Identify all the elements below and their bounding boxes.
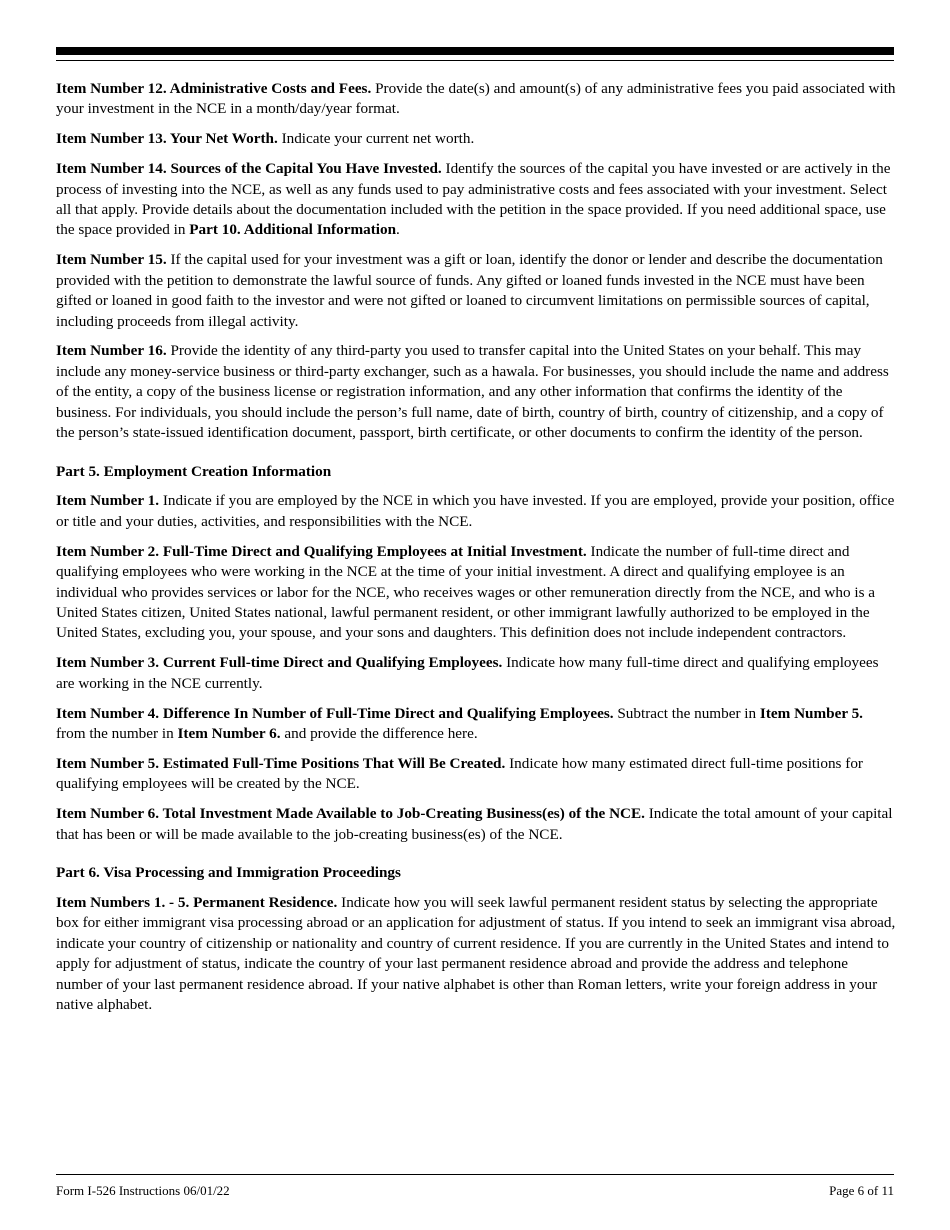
part5-item-6-text: Indicate the total amount of your capital that has been or will be made available to the job-creating business(es) of the NCE. bbox=[56, 805, 893, 843]
part5-item-1-text: Indicate if you are employed by the NCE in which you have invested. If you are employed, provide your position, office or title and your duties, activities, and responsibilities with the NCE. bbox=[56, 492, 895, 530]
part-5-heading: Part 5. Employment Creation Information bbox=[56, 462, 332, 480]
part5-item-6-lead: Item Number 6. Total Investment Made Available to Job-Creating Business(es) of the NCE. bbox=[56, 805, 645, 823]
item-12-text: Provide the date(s) and amount(s) of any administrative fees you paid associated with your investment in the NCE in a month/day/year format. bbox=[56, 80, 896, 118]
part5-item-5-paragraph bbox=[56, 754, 896, 795]
item-15-text: If the capital used for your investment was a gift or loan, identify the donor or lender and describe the documentation provided with the petition to demonstrate the lawful source of funds. Any gifted or loaned funds invested in the NCE must have been gifted or loaned in good faith to the investor and were not gifted or loaned to circumvent limitations on permissible sources of capital, including proceeds from illegal activity. bbox=[56, 251, 883, 330]
part5-item-2-lead: Item Number 2. Full-Time Direct and Qualifying Employees at Initial Investment. bbox=[56, 542, 587, 560]
item-13-text: Indicate your current net worth. bbox=[277, 130, 475, 148]
item-16-lead: Item Number 16. bbox=[56, 342, 167, 360]
item-16-text: Provide the identity of any third-party you used to transfer capital into the United States on your behalf. This may include any money-service business or third-party exchanger, such as a hawala. For businesses, you should include the name and address of the entity, a copy of the business license or registration information, and any other information that confirms the identity of the business. For individuals, you should include the person’s full name, date of birth, country of birth, country of citizenship, and a copy of the person’s state-issued identification document, passport, birth certificate, or other documents to confirm the identity of the person. bbox=[56, 342, 889, 442]
item-14-reference: Part 10. Additional Information bbox=[189, 221, 397, 239]
part5-item-2-paragraph bbox=[56, 542, 896, 644]
part5-item-4-text-1: Subtract the number in bbox=[613, 704, 760, 722]
part5-item-4-paragraph bbox=[56, 704, 896, 745]
item-12-lead: Item Number 12. Administrative Costs and Fees. bbox=[56, 80, 372, 97]
part6-item-1-5-lead: Item Numbers 1. - 5. Permanent Residence. bbox=[56, 893, 338, 911]
part6-item-1-5-paragraph bbox=[56, 893, 896, 1015]
item-16-paragraph bbox=[56, 341, 896, 443]
part5-item-4-ref-2: Item Number 6. bbox=[177, 724, 281, 742]
item-15-paragraph bbox=[56, 250, 896, 332]
header-rule-thick bbox=[56, 47, 894, 55]
item-15-lead: Item Number 15. bbox=[56, 251, 167, 269]
document-body bbox=[56, 79, 896, 1025]
part6-item-1-5-text: Indicate how you will seek lawful permanent resident status by selecting the appropriate box for either immigrant visa processing abroad or an application for adjustment of status. If you intend to seek an immigrant visa abroad, indicate your country of citizenship or nationality and country of current residence. If you are currently in the United States and intend to apply for adjustment of status, indicate the country of your last permanent residence abroad and provide the address and telephone number of your last permanent residence abroad. If your native alphabet is other than Roman letters, write your foreign address in your native alphabet. bbox=[56, 893, 896, 1013]
part5-item-1-paragraph bbox=[56, 491, 896, 532]
header-rule-thin bbox=[56, 60, 894, 61]
part5-item-3-text: Indicate how many full-time direct and qualifying employees are working in the NCE currently. bbox=[56, 654, 879, 692]
item-12-paragraph bbox=[56, 79, 896, 120]
part5-item-3-lead: Item Number 3. Current Full-time Direct and Qualifying Employees. bbox=[56, 654, 503, 672]
footer-rule bbox=[56, 1174, 894, 1175]
part5-item-5-lead: Item Number 5. Estimated Full-Time Positions That Will Be Created. bbox=[56, 754, 506, 772]
part5-item-2-text: Indicate the number of full-time direct and qualifying employees who were working in the NCE at the time of your initial investment. A direct and qualifying employee is an individual who provides services or labor for the NCE, who receives wages or other remuneration directly from the NCE, and who is a United States citizen, United States national, lawful permanent resident, or other immigrant lawfully authorized to be employed in the United States, excluding you, your spouse, and your sons and daughters. This definition does not include independent contractors. bbox=[56, 542, 876, 642]
footer-form-id: Form I-526 Instructions 06/01/22 bbox=[56, 1183, 230, 1198]
part5-item-4-ref-1: Item Number 5. bbox=[759, 704, 863, 722]
item-14-text: Identify the sources of the capital you have invested or are actively in the process of investing into the NCE, as well as any funds used to pay administrative costs and fees associated with your investment. Select all that apply. Provide details about the documentation included with the petition in the space provided. If you need additional space, use the space provided in bbox=[56, 160, 891, 239]
part5-item-4-text-3: and provide the difference here. bbox=[280, 724, 478, 742]
part5-item-1-lead: Item Number 1. bbox=[56, 492, 160, 510]
part5-item-6-paragraph bbox=[56, 804, 896, 845]
part-6-heading: Part 6. Visa Processing and Immigration Proceedings bbox=[56, 864, 401, 881]
item-13-lead: Item Number 13. Your Net Worth. bbox=[56, 130, 278, 148]
part5-item-4-lead: Item Number 4. Difference In Number of Full-Time Direct and Qualifying Employees. bbox=[56, 704, 614, 722]
item-14-lead: Item Number 14. Sources of the Capital You Have Invested. bbox=[56, 160, 442, 178]
part5-item-3-paragraph bbox=[56, 653, 896, 694]
item-14-tail: . bbox=[396, 221, 400, 239]
part5-item-4-text-2: from the number in bbox=[56, 724, 178, 742]
footer-page-number: Page 6 of 11 bbox=[829, 1183, 894, 1198]
item-13-paragraph bbox=[56, 129, 896, 149]
item-14-paragraph bbox=[56, 159, 896, 241]
part5-item-5-text: Indicate how many estimated direct full-time positions for qualifying employees will be created by the NCE. bbox=[56, 754, 863, 793]
